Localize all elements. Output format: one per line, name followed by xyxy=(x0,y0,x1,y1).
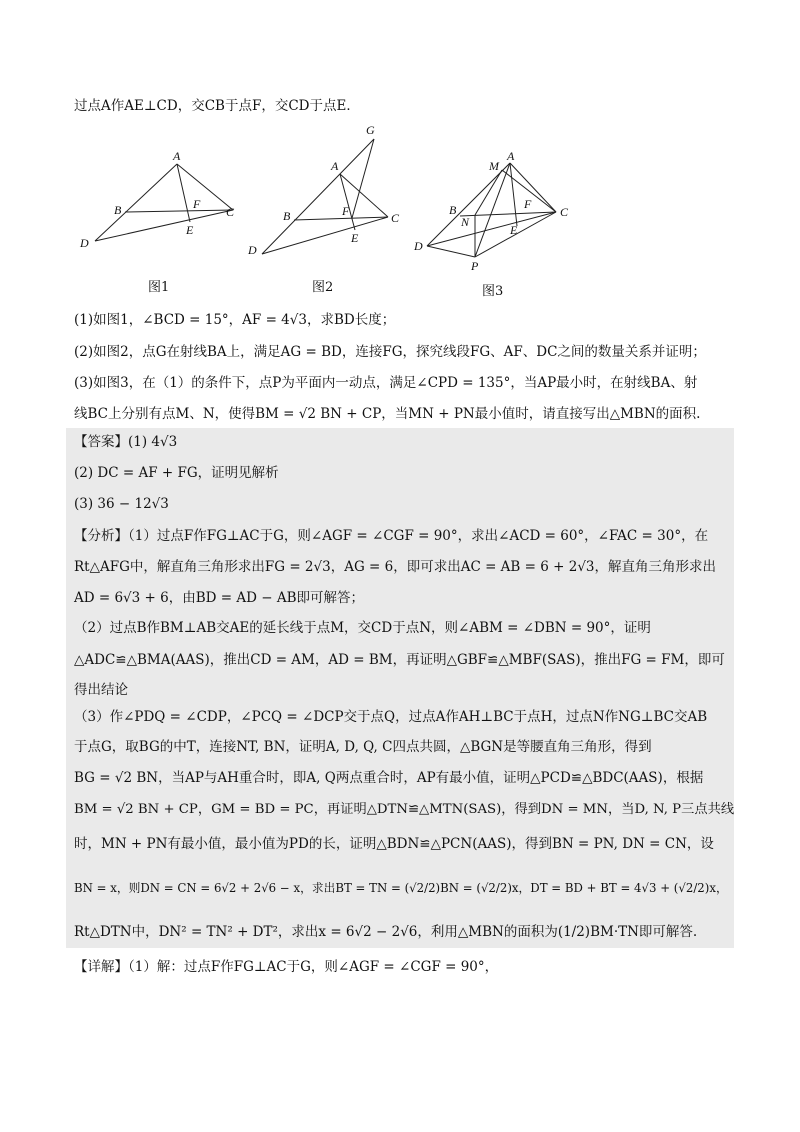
segment-ae xyxy=(340,174,355,230)
analysis-line-4: （2）过点B作BM⊥AB交AE的延长线于点M，交CD于点N，则∠ABM = ∠DBN = 90°，证明 xyxy=(74,620,651,636)
analysis-line-5: △ADC≌△BMA(AAS)，推出CD = AM，AD = BM，再证明△GBF≌△MBF(SAS)，推出FG = FM，即可 xyxy=(74,652,725,668)
figure-3-caption: 图3 xyxy=(482,284,504,299)
figure-3-labels xyxy=(413,149,569,273)
fig3-label-b: B xyxy=(449,203,457,217)
fig2-label-a: A xyxy=(331,159,339,173)
figure-2-labels xyxy=(247,123,400,257)
fig2-label-b: B xyxy=(283,209,291,223)
analysis-line-6: 得出结论 xyxy=(74,682,128,698)
analysis-line-9: BG = √2 BN，当AP与AH重合时，即A, Q两点重合时，AP有最小值，证明△PCD≌△BDC(AAS)，根据 xyxy=(74,770,704,786)
segment-dp xyxy=(427,246,475,257)
fig1-label-b: B xyxy=(114,203,122,217)
question-3-line-1: (3)如图3，在（1）的条件下，点P为平面内一动点，满足∠CPD = 135°，当AP最小时，在射线BA、射 xyxy=(74,375,698,391)
segment-ac xyxy=(510,163,556,212)
answer-2: (2) DC = AF + FG，证明见解析 xyxy=(74,465,279,481)
segment-ae xyxy=(510,163,517,226)
fig1-label-e: E xyxy=(186,223,194,237)
analysis-line-13: Rt△DTN中，DN² = TN² + DT²，求出x = 6√2 − 2√6，利用△MBN的面积为(1/2)BM·TN即可解答. xyxy=(74,924,698,940)
segment-dc xyxy=(262,217,388,254)
fig3-label-n: N xyxy=(461,215,470,229)
analysis-line-8: 于点G，取BG的中T，连接NT, BN，证明A, D, Q, C四点共圆，△BGN是等腰直角三角形，得到 xyxy=(74,739,652,755)
segment-bc xyxy=(125,210,233,212)
segment-pa xyxy=(475,163,510,257)
analysis-line-7: （3）作∠PDQ = ∠CDP，∠PCQ = ∠DCP交于点Q，过点A作AH⊥BC于点H，过点N作NG⊥BC交AB xyxy=(74,709,708,725)
figure-2-caption: 图2 xyxy=(312,280,334,295)
fig1-label-d: D xyxy=(80,236,89,250)
fig3-label-e: E xyxy=(510,223,518,237)
fig3-label-a: A xyxy=(507,149,515,163)
answer-1: 【答案】(1) 4√3 xyxy=(74,434,178,450)
geometry-figures xyxy=(0,0,800,300)
segment-mn xyxy=(475,170,502,215)
figure-1-labels xyxy=(79,149,235,250)
fig1-label-f: F xyxy=(193,197,201,211)
fig2-label-c: C xyxy=(391,211,400,225)
fig2-label-d: D xyxy=(248,243,257,257)
analysis-line-10: BM = √2 BN + CP，GM = BD = PC，再证明△DTN≌△MTN(SAS)，得到DN = MN，当D, N, P三点共线 xyxy=(74,802,735,817)
analysis-line-11: 时，MN + PN有最小值，最小值为PD的长，证明△BDN≌△PCN(AAS)，得到BN = PN, DN = CN，设 xyxy=(74,836,714,852)
segment-da xyxy=(427,163,510,246)
analysis-line-3: AD = 6√3 + 6，由BD = AD − AB即可解答； xyxy=(74,590,365,606)
segment-da xyxy=(95,164,177,241)
answer-3: (3) 36 − 12√3 xyxy=(74,496,169,512)
fig2-label-f: F xyxy=(342,204,350,218)
question-1: (1)如图1，∠BCD = 15°，AF = 4√3，求BD长度； xyxy=(74,312,396,328)
intro-text: 过点A作AE⊥CD，交CB于点F，交CD于点E． xyxy=(74,98,360,114)
analysis-line-1: 【分析】（1）过点F作FG⊥AC于G，则∠AGF = ∠CGF = 90°，求出∠ACD = 60°，∠FAC = 30°，在 xyxy=(74,528,709,544)
segment-bc xyxy=(294,217,388,220)
analysis-line-2: Rt△AFG中，解直角三角形求出FG = 2√3，AG = 6，即可求出AC = AB = 6 + 2√3，解直角三角形求出 xyxy=(74,559,717,575)
fig3-label-m: M xyxy=(489,159,499,173)
fig3-label-p: P xyxy=(471,259,479,273)
fig2-label-e: E xyxy=(351,231,359,245)
fig3-label-f: F xyxy=(524,197,532,211)
fig3-label-c: C xyxy=(560,205,569,219)
detail-line-1: 【详解】（1）解：过点F作FG⊥AC于G，则∠AGF = ∠CGF = 90°， xyxy=(74,959,499,975)
figure-2 xyxy=(262,139,388,254)
fig1-label-a: A xyxy=(173,149,181,163)
figure-3 xyxy=(427,163,556,257)
fig1-label-c: C xyxy=(226,205,235,219)
question-3-line-2: 线BC上分别有点M、N，使得BM = √2 BN + CP，当MN + PN最小值时，请直接写出△MBN的面积. xyxy=(74,406,701,422)
analysis-line-12: BN = x，则DN = CN = 6√2 + 2√6 − x，求出BT = TN = (√2/2)BN = (√2/2)x，DT = BD + BT = 4√3 + (√2/2)x， xyxy=(74,881,728,895)
fig3-label-d: D xyxy=(414,239,423,253)
segment-dc xyxy=(427,212,556,246)
question-2: (2)如图2，点G在射线BA上，满足AG = BD，连接FG，探究线段FG、AF、DC之间的数量关系并证明； xyxy=(74,344,706,360)
figure-1-caption: 图1 xyxy=(148,280,170,295)
fig2-label-g: G xyxy=(366,123,375,137)
